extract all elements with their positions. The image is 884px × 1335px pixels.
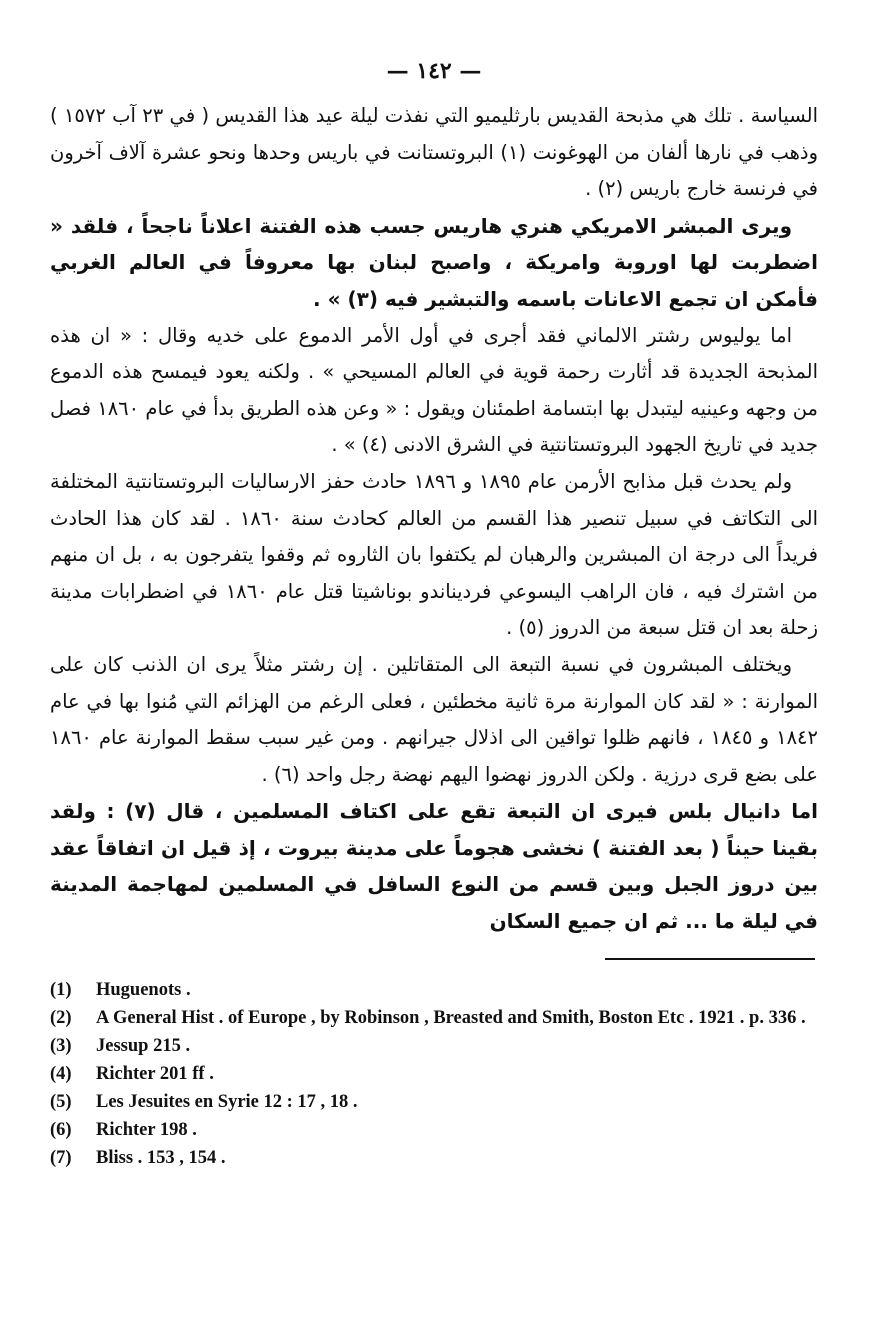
footnote-text: Jessup 215 . <box>96 1035 191 1056</box>
footnote <box>50 1116 818 1144</box>
footnote-text: Richter 201 ff . <box>96 1063 214 1084</box>
document-page <box>50 58 818 1172</box>
paragraph-5: ويختلف المبشرون في نسبة التبعة الى المتقاتلين . إن رشتر مثلاً يرى ان الذنب كان على الموارنة : « لقد كان الموارنة مرة ثانية مخطئين ، فعلى الرغم من الهزائم التي مُنوا بها في عام ١٨٤٢ و ١٨٤٥ ، فانهم ظلوا تواقين الى اذلال جيرانهم . ومن غير سبب سقط الموارنة عام ١٨٦٠ على بضع قرى درزية . ولكن الدروز نهضوا اليهم نهضة رجل واحد (٦) . <box>50 652 818 786</box>
footnotes <box>50 976 818 1172</box>
footnote-number: (6) <box>50 1119 72 1140</box>
footnote-divider <box>605 958 815 960</box>
footnote <box>50 1004 818 1032</box>
footnote-number: (3) <box>50 1035 72 1056</box>
footnote-text: Huguenots . <box>96 979 191 1000</box>
footnote <box>50 1060 818 1088</box>
footnote-number: (4) <box>50 1063 72 1084</box>
footnote <box>50 1032 818 1060</box>
paragraph-1: السياسة . تلك هي مذبحة القديس بارثليميو التي نفذت ليلة عيد هذا القديس ( في ٢٣ آب ١٥٧٢ ) وذهب في نارها ألفان من الهوغونت (١) البروتستانت في باريس وحدها ونحو عشرة آلاف آخرون في فرنسة خارج باريس (٢) . <box>50 104 818 201</box>
footnote <box>50 1144 818 1172</box>
footnote-number: (5) <box>50 1091 72 1112</box>
footnote <box>50 1088 818 1116</box>
page-number: — ١٤٢ — <box>386 58 482 84</box>
paragraph-4: ولم يحدث قبل مذابح الأرمن عام ١٨٩٥ و ١٨٩٦ حادث حفز الارساليات البروتستانتية المختلفة الى التكاتف في سبيل تنصير هذا القسم من العالم كحادث سنة ١٨٦٠ . لقد كان هذا الحادث فريداً الى درجة ان المبشرين والرهبان لم يكتفوا بان الثاروه ثم وقفوا يتفرجون به ، بل ان منهم من اشترك فيه ، فان الراهب اليسوعي فردیناندو بوناشيتا قتل عام ١٨٦٠ في اضطرابات مدينة زحلة بعد ان قتل سبعة من الدروز (٥) . <box>50 469 818 640</box>
footnote-number: (1) <box>50 979 72 1000</box>
footnote-number: (2) <box>50 1007 72 1028</box>
footnote-text: Bliss . 153 , 154 . <box>96 1147 226 1168</box>
paragraph-2: ويرى المبشر الامريكي هنري هاريس جسب هذه الفتنة اعلاناً ناجحاً ، فلقد « اضطربت لها اوروبة وامريكة ، واصبح لبنان بها معروفاً في العالم الغربي فأمكن ان تجمع الاعانات باسمه والتبشير فيه (٣) » . <box>50 213 818 311</box>
body-text <box>50 98 818 940</box>
footnote-text: Les Jesuites en Syrie 12 : 17 , 18 . <box>96 1091 358 1112</box>
footnote-number: (7) <box>50 1147 72 1168</box>
footnote-text: Richter 198 . <box>96 1119 197 1140</box>
footnote-text: A General Hist . of Europe , by Robinson , Breasted and Smith, Boston Etc . 1921 . p. 336 . <box>96 1007 806 1028</box>
footnote <box>50 976 818 1004</box>
paragraph-3: اما يوليوس رشتر الالماني فقد أجرى في أول الأمر الدموع على خديه وقال : « ان هذه المذبحة الجديدة قد أثارت رحمة قوية في العالم المسيحي » . ولكنه يعود فيمسح هذه الدموع من وجهه وعينيه ليتبدل بها ابتسامة اطمئنان ويقول : « وعن هذه الطريق بدأ في عام ١٨٦٠ فصل جديد في تاريخ الجهود البروتستانتية في الشرق الادنى (٤) » . <box>50 323 818 457</box>
paragraph-6: اما دانيال بلس فيرى ان التبعة تقع على اكتاف المسلمين ، قال (٧) : ولقد بقينا حيناً ( بعد الفتنة ) نخشى هجوماً على مدينة بيروت ، إذ قيل ان اتفاقاً عقد بين دروز الجبل وبين قسم من النوع السافل في المسلمين لمهاجمة المدينة في ليلة ما ... ثم ان جميع السكان <box>50 799 818 934</box>
